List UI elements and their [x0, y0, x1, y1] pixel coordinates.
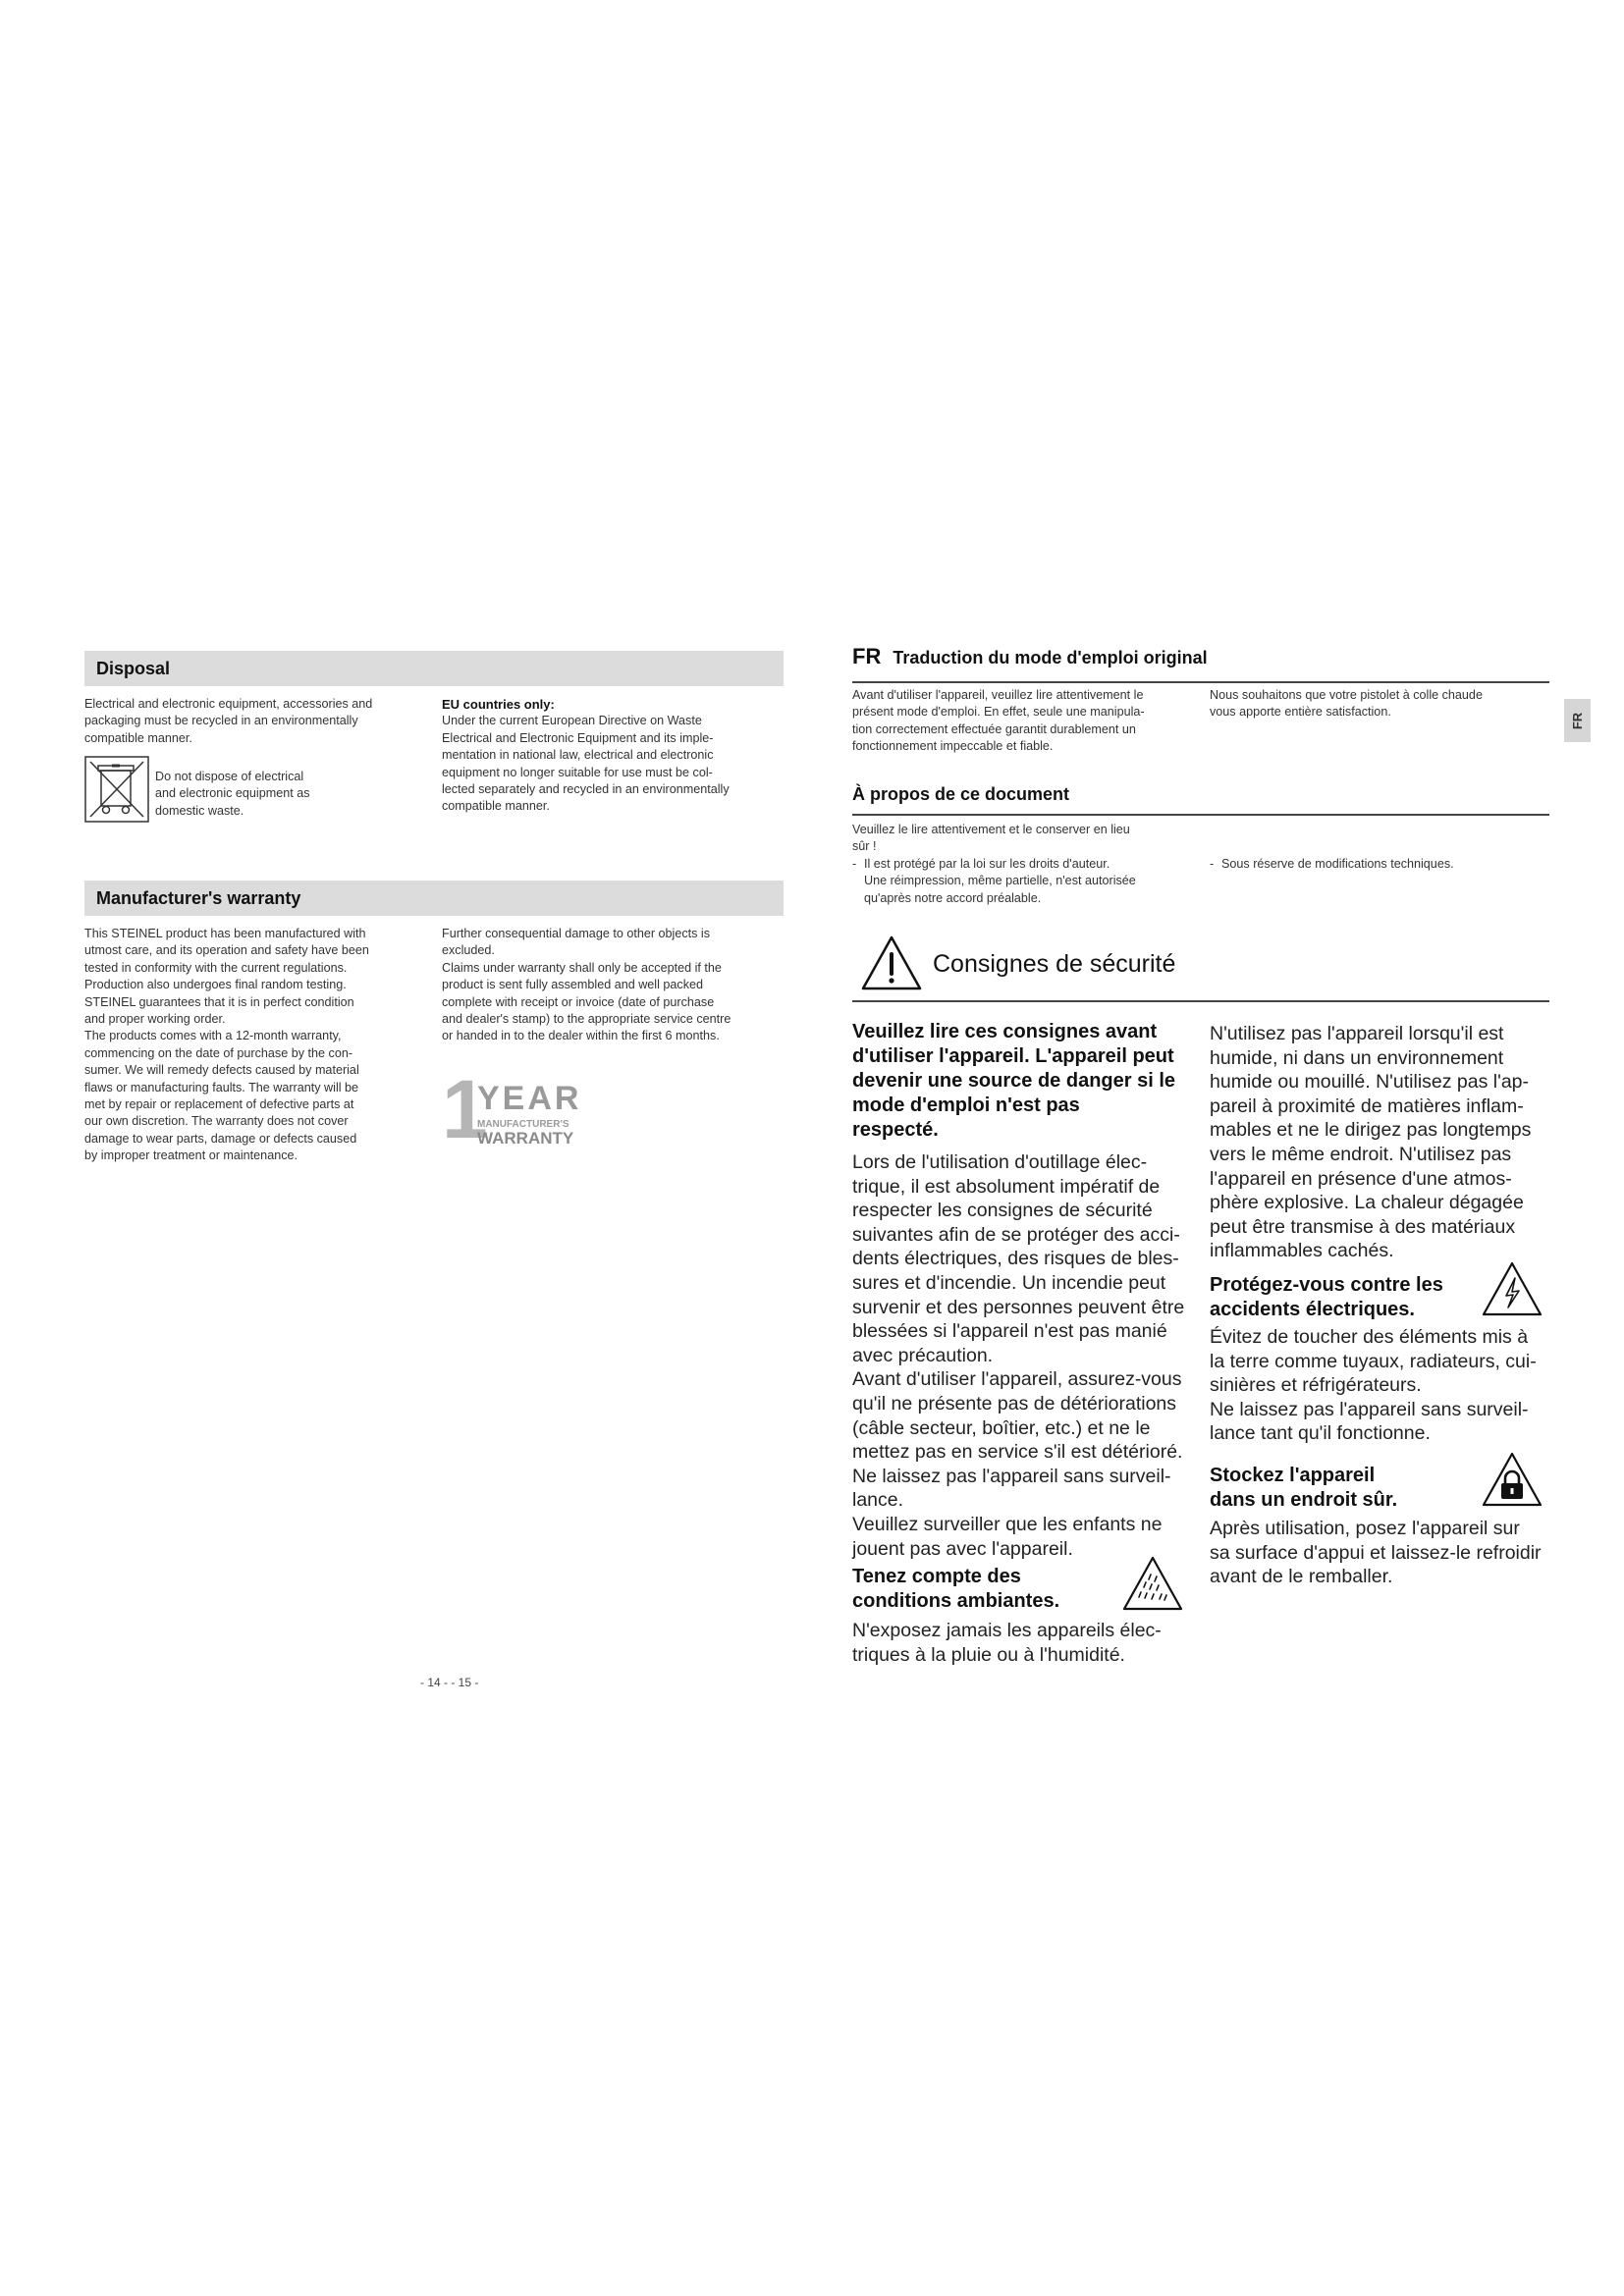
- padlock-warning-icon: [1481, 1451, 1543, 1508]
- text-line: Under the current European Directive on Waste: [442, 714, 702, 728]
- text-line: sumer. We will remedy defects caused by material: [84, 1063, 359, 1078]
- about-body: [852, 822, 1206, 907]
- list-item: [1210, 856, 1553, 873]
- text-line: phère explosive. La chaleur dégagée: [1210, 1192, 1524, 1214]
- text-line: compatible manner.: [442, 799, 550, 814]
- text-line: Electrical and electronic equipment, accessories and: [84, 697, 373, 711]
- text-line: equipment no longer suitable for use must be col-: [442, 765, 713, 779]
- disposal-bin-text: [155, 769, 352, 820]
- bullet-dash: -: [852, 856, 857, 871]
- text-line: d'utiliser l'appareil. L'appareil peut: [852, 1045, 1174, 1067]
- storage-heading: [1210, 1464, 1475, 1513]
- eu-countries-title: EU countries only:: [442, 697, 555, 712]
- text-line: Do not dispose of electrical: [155, 770, 304, 783]
- text-line: Electrical and Electronic Equipment and its imple-: [442, 730, 714, 745]
- language-tab: [1564, 699, 1591, 742]
- electric-body: [1210, 1325, 1563, 1446]
- text-line: sinières et réfrigérateurs.: [1210, 1374, 1422, 1397]
- text-line: Ne laissez pas l'appareil sans surveil-: [1210, 1398, 1529, 1420]
- warranty-col-1: [84, 926, 428, 1165]
- text-line: Veuillez surveiller que les enfants ne: [852, 1513, 1163, 1535]
- text-line: flaws or manufacturing faults. The warranty will be: [84, 1080, 359, 1095]
- text-line: peut être transmise à des matériaux: [1210, 1215, 1516, 1238]
- text-line: inflammables cachés.: [1210, 1240, 1394, 1262]
- text-line: vers le même endroit. N'utilisez pas: [1210, 1143, 1512, 1165]
- ambient-heading: [852, 1565, 1108, 1614]
- warranty-heading-text: Manufacturer's warranty: [96, 887, 301, 908]
- text-line: suivantes afin de se protéger des acci-: [852, 1223, 1180, 1246]
- text-line: Sous réserve de modifications techniques.: [1221, 857, 1454, 871]
- text-line: This STEINEL product has been manufactured with: [84, 927, 366, 940]
- text-line: devenir une source de danger si le: [852, 1070, 1176, 1092]
- text-line: our own discretion. The warranty does not cover: [84, 1114, 349, 1129]
- text-line: N'utilisez pas l'appareil lorsqu'il est: [1210, 1023, 1504, 1044]
- text-line: and electronic equipment as: [155, 786, 310, 801]
- text-line: (câble secteur, boîtier, etc.) et ne le: [852, 1416, 1151, 1439]
- text-line: tion correctement effectuée garantit durablement un: [852, 721, 1136, 736]
- text-line: mables et ne le dirigez pas longtemps: [1210, 1119, 1532, 1142]
- text-line: Veuillez le lire attentivement et le conserver en lieu: [852, 823, 1130, 836]
- text-line: sûr !: [852, 839, 877, 854]
- text-line: Après utilisation, posez l'appareil sur: [1210, 1518, 1520, 1539]
- language-tab-label: FR: [1570, 712, 1585, 729]
- intro-right: [1210, 687, 1553, 721]
- text-line: l'appareil en présence d'une atmos-: [1210, 1167, 1512, 1190]
- text-line: pareil à proximité de matières inflam-: [1210, 1095, 1524, 1117]
- disposal-heading: [84, 651, 784, 686]
- text-line: The products comes with a 12-month warranty,: [84, 1029, 342, 1043]
- fr-header: [852, 644, 1208, 669]
- text-line: Il est protégé par la loi sur les droits d'auteur.: [864, 856, 1110, 871]
- text-line: présent mode d'emploi. En effet, seule une manipula-: [852, 705, 1145, 720]
- rain-warning-icon: [1121, 1555, 1184, 1612]
- text-line: avec précaution.: [852, 1344, 994, 1366]
- electric-heading: [1210, 1273, 1475, 1322]
- electric-shock-icon: [1481, 1260, 1543, 1317]
- warranty-col-2: [442, 926, 785, 1045]
- text-line: utmost care, and its operation and safety have been: [84, 943, 369, 958]
- text-line: Nous souhaitons que votre pistolet à colle chaude: [1210, 688, 1483, 702]
- text-line: compatible manner.: [84, 730, 192, 745]
- text-line: or handed in to the dealer within the first 6 months.: [442, 1029, 720, 1043]
- header-title: Traduction du mode d'emploi original: [893, 648, 1208, 667]
- text-line: lected separately and recycled in an environmentally: [442, 782, 730, 797]
- about-heading: À propos de ce document: [852, 784, 1070, 804]
- text-line: dents électriques, des risques de bles-: [852, 1248, 1179, 1270]
- text-line: complete with receipt or invoice (date of purchase: [442, 994, 715, 1009]
- text-line: lance tant qu'il fonctionne.: [1210, 1422, 1431, 1445]
- header-rule: [852, 681, 1549, 683]
- text-line: jouent pas avec l'appareil.: [852, 1537, 1073, 1560]
- text-line: qu'il ne présente pas de détériorations: [852, 1392, 1177, 1415]
- text-line: and dealer's stamp) to the appropriate service centre: [442, 1012, 731, 1027]
- text-line: mode d'emploi n'est pas: [852, 1095, 1080, 1116]
- text-line: Production also undergoes final random testing.: [84, 978, 347, 992]
- text-line: humide, ni dans un environnement: [1210, 1046, 1504, 1069]
- text-line: Ne laissez pas l'appareil sans surveil-: [852, 1465, 1171, 1487]
- text-line: Protégez-vous contre les: [1210, 1274, 1443, 1296]
- text-line: Évitez de toucher des éléments mis à: [1210, 1326, 1529, 1348]
- text-line: mentation in national law, electrical and electronic: [442, 748, 714, 763]
- text-line: triques à la pluie ou à l'humidité.: [852, 1643, 1125, 1666]
- text-line: tested in conformity with the current regulations.: [84, 960, 348, 975]
- safety-right-body: [1210, 1022, 1563, 1263]
- text-line: sures et d'incendie. Un incendie peut: [852, 1271, 1166, 1294]
- intro-left: [852, 687, 1206, 756]
- text-line: Stockez l'appareil: [1210, 1465, 1376, 1486]
- about-rule: [852, 814, 1549, 816]
- text-line: humide ou mouillé. N'utilisez pas l'ap-: [1210, 1071, 1530, 1094]
- text-line: N'exposez jamais les appareils élec-: [852, 1620, 1162, 1641]
- text-line: Avant d'utiliser l'appareil, veuillez lire attentivement le: [852, 688, 1144, 702]
- about-bullet-right: [1210, 856, 1553, 873]
- safety-body: [852, 1150, 1206, 1561]
- text-line: sa surface d'appui et laissez-le refroidir: [1210, 1541, 1542, 1564]
- ambient-body: [852, 1619, 1206, 1667]
- text-line: avant de le remballer.: [1210, 1566, 1393, 1588]
- text-line: by improper treatment or maintenance.: [84, 1148, 298, 1163]
- list-item: [852, 856, 1206, 907]
- text-line: blessées si l'appareil n'est pas manié: [852, 1320, 1167, 1343]
- text-line: Claims under warranty shall only be accepted if the: [442, 960, 722, 975]
- badge-line-1: MANUFACTURER'S: [477, 1119, 569, 1130]
- text-line: survenir et des personnes peuvent être: [852, 1296, 1185, 1318]
- text-line: damage to wear parts, damage or defects caused: [84, 1131, 357, 1146]
- text-line: Tenez compte des: [852, 1566, 1021, 1587]
- text-line: Further consequential damage to other objects is: [442, 927, 711, 940]
- text-line: accidents électriques.: [1210, 1299, 1415, 1320]
- text-line: commencing on the date of purchase by the con-: [84, 1045, 353, 1060]
- text-line: and proper working order.: [84, 1012, 226, 1027]
- safety-heading: Consignes de sécurité: [933, 950, 1176, 978]
- safety-lead: [852, 1020, 1206, 1143]
- text-line: Lors de l'utilisation d'outillage élec-: [852, 1151, 1148, 1173]
- warranty-badge: [442, 1063, 589, 1155]
- page-numbers: - 14 - - 15 -: [420, 1676, 479, 1689]
- text-line: la terre comme tuyaux, radiateurs, cui-: [1210, 1350, 1537, 1372]
- warranty-heading: [84, 881, 784, 916]
- badge-year: YEAR: [477, 1080, 582, 1117]
- disposal-intro: [84, 696, 418, 747]
- disposal-heading-text: Disposal: [96, 658, 171, 678]
- bullet-dash: -: [1210, 857, 1215, 871]
- text-line: dans un endroit sûr.: [1210, 1489, 1398, 1511]
- badge-number: 1: [442, 1063, 488, 1155]
- text-line: mettez pas en service s'il est détérioré.: [852, 1441, 1183, 1464]
- text-line: vous apporte entière satisfaction.: [1210, 705, 1391, 720]
- text-line: STEINEL guarantees that it is in perfect condition: [84, 994, 354, 1009]
- text-line: excluded.: [442, 943, 495, 958]
- text-line: Veuillez lire ces consignes avant: [852, 1021, 1158, 1042]
- text-line: met by repair or replacement of defective parts at: [84, 1097, 354, 1112]
- eu-countries-block: [442, 696, 785, 816]
- storage-body: [1210, 1517, 1573, 1589]
- text-line: conditions ambiantes.: [852, 1590, 1060, 1612]
- text-line: domestic waste.: [155, 803, 244, 818]
- text-line: respecter les consignes de sécurité: [852, 1200, 1153, 1222]
- text-line: lance.: [852, 1489, 904, 1512]
- text-line: respecté.: [852, 1119, 939, 1141]
- text-line: product is sent fully assembled and well packed: [442, 978, 704, 992]
- safety-rule: [852, 1000, 1549, 1002]
- language-code: FR: [852, 644, 882, 668]
- text-line: trique, il est absolument impératif de: [852, 1175, 1161, 1198]
- warning-triangle-icon: [860, 934, 923, 991]
- text-line: fonctionnement impeccable et fiable.: [852, 739, 1054, 754]
- text-line: packaging must be recycled in an environmentally: [84, 714, 358, 728]
- crossed-bin-icon: [84, 756, 149, 823]
- text-line: Avant d'utiliser l'appareil, assurez-vous: [852, 1368, 1182, 1391]
- text-line: qu'après notre accord préalable.: [864, 890, 1042, 905]
- text-line: Une réimpression, même partielle, n'est autorisée: [864, 874, 1136, 888]
- badge-line-2: WARRANTY: [477, 1129, 574, 1148]
